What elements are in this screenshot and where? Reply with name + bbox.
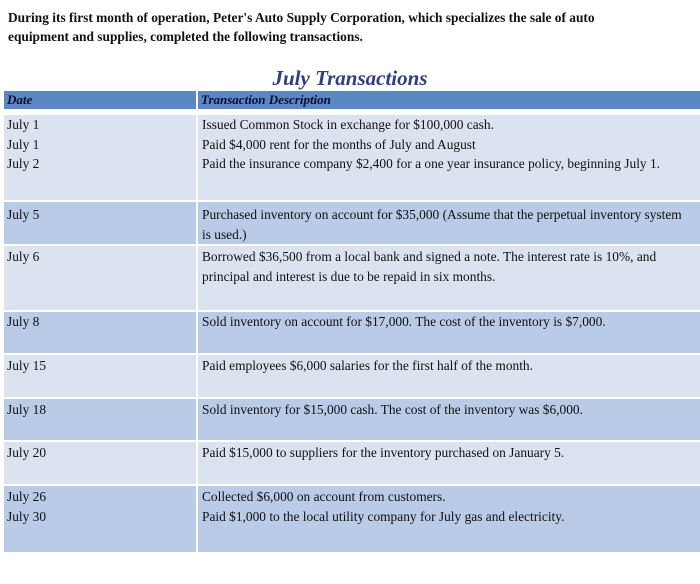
table-row [198,353,700,397]
date-cell: July 26 [7,489,47,504]
table-row [198,397,700,440]
table-row [198,484,700,552]
description-column [198,91,700,552]
date-cell: July 6 [7,249,40,264]
date-cell: July 8 [7,314,40,329]
date-cell: July 15 [7,358,47,373]
description-header: Transaction Description [198,91,700,109]
description-cell: Purchased inventory on account for $35,000 (Assume that the perpetual inventory system is used.) [202,207,682,242]
date-cell: July 1 [7,117,40,132]
table-row [4,484,196,552]
table-row [4,397,196,440]
table-row [4,244,196,310]
intro-line-1: During its first month of operation, Peter's Auto Supply Corporation, which specializes the sale of auto [8,10,595,25]
intro-paragraph [8,8,688,46]
description-cell: Paid $1,000 to the local utility company for July gas and electricity. [202,508,565,524]
date-header: Date [4,91,196,109]
description-cell: Sold inventory for $15,000 cash. The cost of the inventory was $6,000. [202,402,583,417]
table-row [4,200,196,244]
table-row [198,200,700,244]
description-cell: Paid employees $6,000 salaries for the first half of the month. [202,358,533,373]
description-cell: Paid $4,000 rent for the months of July and August [202,136,476,152]
table-row [4,440,196,484]
date-column [4,91,196,552]
table-row [198,310,700,353]
table-row [198,113,700,202]
description-cell: Borrowed $36,500 from a local bank and signed a note. The interest rate is 10%, and principal and interest is due to be repaid in six months. [202,249,657,284]
description-cell: Sold inventory on account for $17,000. The cost of the inventory is $7,000. [202,314,606,329]
description-cell: Paid the insurance company $2,400 for a one year insurance policy, beginning July 1. [202,156,661,171]
intro-line-2: equipment and supplies, completed the following transactions. [8,29,363,44]
date-cell: July 30 [7,508,47,524]
description-cell: Issued Common Stock in exchange for $100,000 cash. [202,117,494,132]
table-row [4,113,196,202]
table-row [198,244,700,310]
table-title: July Transactions [272,66,428,90]
table-row [4,310,196,353]
transactions-table [4,91,700,552]
date-cell: July 5 [7,207,40,222]
date-cell: July 18 [7,402,47,417]
description-cell: Paid $15,000 to suppliers for the inventory purchased on January 5. [202,445,565,460]
table-row [198,440,700,484]
date-cell: July 2 [7,156,40,171]
date-cell: July 1 [7,136,40,152]
description-cell: Collected $6,000 on account from customers. [202,489,446,504]
date-cell: July 20 [7,445,47,460]
table-row [4,353,196,397]
